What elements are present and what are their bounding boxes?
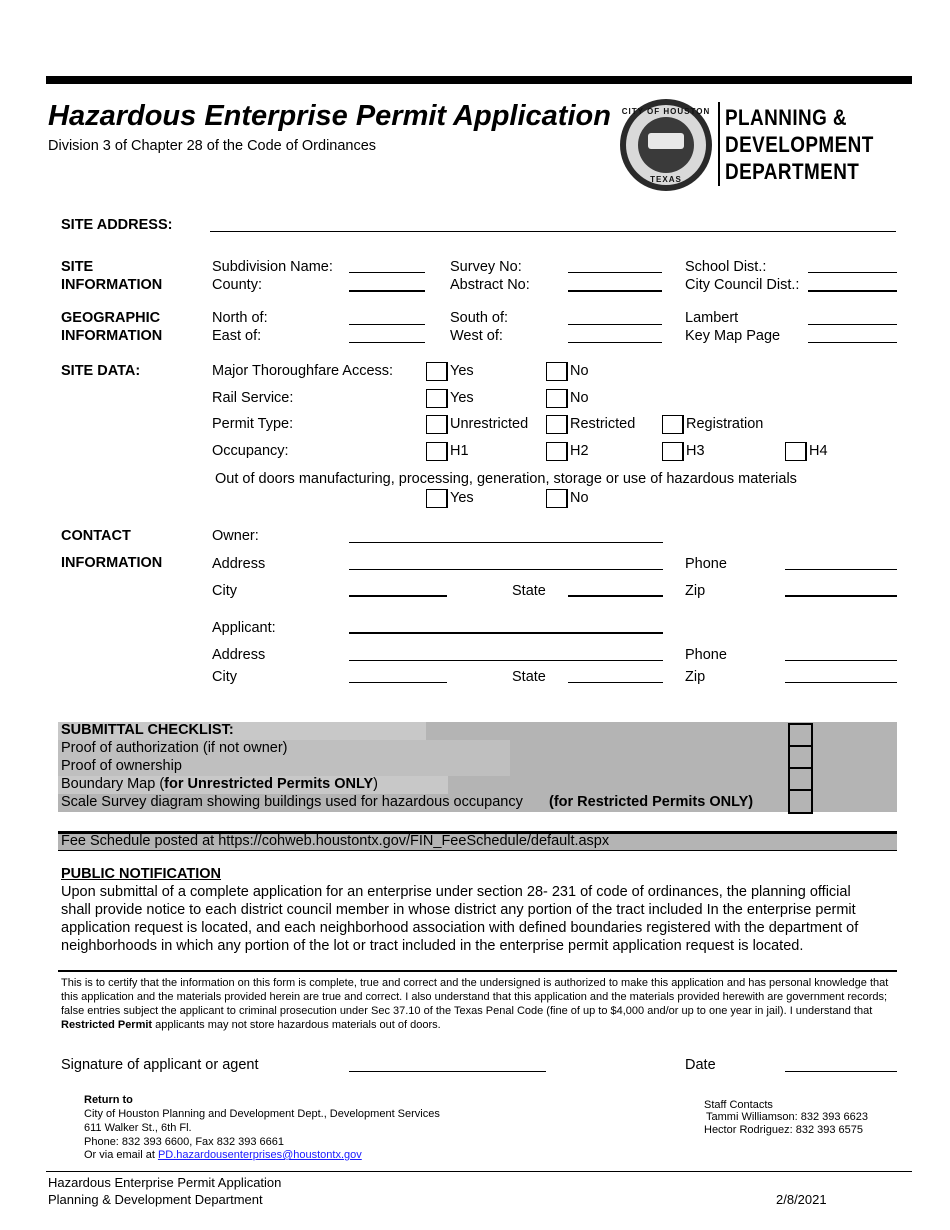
thoroughfare-no-label: No [570,363,589,379]
site-address-label: SITE ADDRESS: [61,217,173,233]
site-info-label: SITE [61,259,94,275]
h4-label: H4 [809,443,828,459]
owner-phone-field[interactable] [785,569,897,570]
checklist-item-3-post: ) [373,776,378,792]
staff-line-1: Tammi Williamson: 832 393 6623 [706,1111,869,1123]
abstract-label: Abstract No: [450,277,530,293]
notification-heading: PUBLIC NOTIFICATION [61,866,222,882]
registration-label: Registration [686,416,764,432]
geo-info-label: GEOGRAPHIC [61,310,161,326]
permit-type-label: Permit Type: [212,416,294,432]
return-line-1: City of Houston Planning and Development Dept., Development Services [84,1108,440,1120]
north-field[interactable] [349,324,425,325]
outdoors-no-checkbox[interactable] [546,489,568,508]
return-heading: Return to [84,1094,133,1106]
applicant-phone-label: Phone [685,647,727,663]
date-label: Date [685,1057,716,1073]
footer-divider [46,1171,912,1172]
h1-checkbox[interactable] [426,442,448,461]
return-line-4-pre: Or via email at [84,1149,158,1161]
geo-info-label-2: INFORMATION [61,328,163,344]
applicant-zip-field[interactable] [785,682,897,683]
h3-label: H3 [686,443,705,459]
checklist-item-3-bold: for Unrestricted Permits ONLY [164,776,374,792]
west-field[interactable] [568,342,662,343]
survey-label: Survey No: [450,259,522,275]
h1-label: H1 [450,443,469,459]
footer-line-1: Hazardous Enterprise Permit Application [48,1175,282,1190]
header-bar [46,76,912,84]
subdivision-field[interactable] [349,272,425,273]
seal-top-text: CITY OF HOUSTON [621,107,711,116]
rail-no-checkbox[interactable] [546,389,568,408]
checklist-item-1: Proof of authorization (if not owner) [61,740,288,756]
thoroughfare-yes-label: Yes [450,363,474,379]
owner-address-field[interactable] [349,569,663,570]
keymap-field[interactable] [808,342,897,343]
footer-line-2: Planning & Development Department [48,1192,263,1207]
owner-label: Owner: [212,528,259,544]
certification-text [61,976,891,1032]
certification-text-1: This is to certify that the information on this form is complete, true and correct and the undersigned is authorized to make this application and has personal knowledge that this application and the materials provided herein are true and correct. I also understand that this application and the materials provided herewith are government records; false entries subject the applicant to criminal prosecution under Sec 37.10 of the Texas Penal Code (fine of up to $4,000 and/or up to one year in jail). I understand that [61,977,889,1017]
signature-field[interactable] [349,1071,546,1072]
certification-text-2: applicants may not store hazardous materials out of doors. [152,1019,441,1031]
h4-checkbox[interactable] [785,442,807,461]
owner-field[interactable] [349,542,663,543]
owner-address-label: Address [212,556,266,572]
council-dist-field[interactable] [808,290,897,292]
outdoors-no-label: No [570,490,589,506]
applicant-address-field[interactable] [349,660,663,661]
h3-checkbox[interactable] [662,442,684,461]
outdoors-question: Out of doors manufacturing, processing, generation, storage or use of hazardous materials [215,471,797,487]
checklist-item-4-note: (for Restricted Permits ONLY) [549,794,754,810]
return-line-4 [84,1149,362,1163]
owner-state-label: State [512,583,546,599]
subdivision-label: Subdivision Name: [212,259,333,275]
checklist-checkbox-1[interactable] [790,725,811,747]
applicant-city-label: City [212,669,237,685]
applicant-label: Applicant: [212,620,276,636]
checklist-item-3 [61,776,378,793]
survey-field[interactable] [568,272,662,273]
applicant-field[interactable] [349,632,663,634]
school-dist-label: School Dist.: [685,259,767,275]
site-address-field[interactable] [210,231,896,232]
rail-yes-checkbox[interactable] [426,389,448,408]
checklist-item-2: Proof of ownership [61,758,182,774]
return-line-3: Phone: 832 393 6600, Fax 832 393 6661 [84,1136,285,1148]
occupancy-label: Occupancy: [212,443,289,459]
signature-label: Signature of applicant or agent [61,1057,259,1073]
south-label: South of: [450,310,509,326]
checklist-checkbox-2[interactable] [790,747,811,769]
owner-zip-field[interactable] [785,595,897,597]
rail-yes-label: Yes [450,390,474,406]
date-field[interactable] [785,1071,897,1072]
owner-state-field[interactable] [568,595,663,597]
council-dist-label: City Council Dist.: [685,277,800,293]
west-label: West of: [450,328,503,344]
h2-checkbox[interactable] [546,442,568,461]
city-seal-logo [620,99,712,191]
checklist-checkbox-column [788,723,813,814]
seal-bottom-text: TEXAS [650,175,682,184]
certification-divider [58,970,897,972]
applicant-phone-field[interactable] [785,660,897,661]
owner-zip-label: Zip [685,583,706,599]
outdoors-yes-checkbox[interactable] [426,489,448,508]
rail-no-label: No [570,390,589,406]
south-field[interactable] [568,324,662,325]
registration-checkbox[interactable] [662,415,684,434]
outdoors-yes-label: Yes [450,490,474,506]
rail-label: Rail Service: [212,390,294,406]
dept-name-line3: DEPARTMENT [725,159,860,184]
county-label: County: [212,277,262,293]
logo-divider [718,102,720,186]
checklist-checkbox-4[interactable] [790,791,811,812]
owner-city-label: City [212,583,237,599]
site-info-label-2: INFORMATION [61,277,163,293]
restricted-label: Restricted [570,416,636,432]
notification-body: Upon submittal of a complete application for an enterprise under section 28- 231 of code of ordinances, the planning official shall provide notice to each district council member in whose district any portion of the tract included In the enterprise permit application request is located, and each neighborhood association with defined boundaries registered with the department of neighborhoods in which any portion of the lot or tract included in the enterprise permit application request is located. [61,884,859,954]
checklist-checkbox-3[interactable] [790,769,811,791]
site-data-label: SITE DATA: [61,363,141,379]
applicant-state-label: State [512,669,546,685]
page-title: Hazardous Enterprise Permit Application [48,100,611,132]
owner-city-field[interactable] [349,595,447,597]
applicant-state-field[interactable] [568,682,663,683]
unrestricted-label: Unrestricted [450,416,529,432]
contact-label-2: INFORMATION [61,555,163,571]
applicant-city-field[interactable] [349,682,447,683]
abstract-field[interactable] [568,290,662,292]
fee-schedule-text: Fee Schedule posted at https://cohweb.houstontx.gov/FIN_FeeSchedule/default.aspx [61,833,610,849]
lambert-label: Lambert [685,310,739,326]
dept-name-line2: DEVELOPMENT [725,132,874,157]
owner-phone-label: Phone [685,556,727,572]
h2-label: H2 [570,443,589,459]
restricted-checkbox[interactable] [546,415,568,434]
return-line-2: 611 Walker St., 6th Fl. [84,1122,192,1134]
footer-date: 2/8/2021 [776,1192,827,1207]
unrestricted-checkbox[interactable] [426,415,448,434]
checklist-heading: SUBMITTAL CHECKLIST: [61,722,234,738]
school-dist-field[interactable] [808,272,897,273]
east-label: East of: [212,328,262,344]
thoroughfare-label: Major Thoroughfare Access: [212,363,394,379]
staff-heading: Staff Contacts [704,1099,773,1111]
east-field[interactable] [349,342,425,343]
checklist-item-4: Scale Survey diagram showing buildings used for hazardous occupancy [61,794,523,810]
contact-label: CONTACT [61,528,131,544]
county-field[interactable] [349,290,425,292]
staff-line-2: Hector Rodriguez: 832 393 6575 [704,1124,863,1136]
thoroughfare-yes-checkbox[interactable] [426,362,448,381]
dept-name-line1: PLANNING & [725,105,848,130]
email-link[interactable]: PD.hazardousenterprises@houstontx.gov [157,1149,362,1161]
north-label: North of: [212,310,268,326]
checklist-item-3-pre: Boundary Map ( [61,776,165,792]
applicant-zip-label: Zip [685,669,706,685]
applicant-address-label: Address [212,647,266,663]
page-subtitle: Division 3 of Chapter 28 of the Code of Ordinances [48,138,377,154]
thoroughfare-no-checkbox[interactable] [546,362,568,381]
keymap-label: Key Map Page [685,328,781,344]
certification-text-bold: Restricted Permit [61,1019,153,1031]
lambert-field[interactable] [808,324,897,325]
